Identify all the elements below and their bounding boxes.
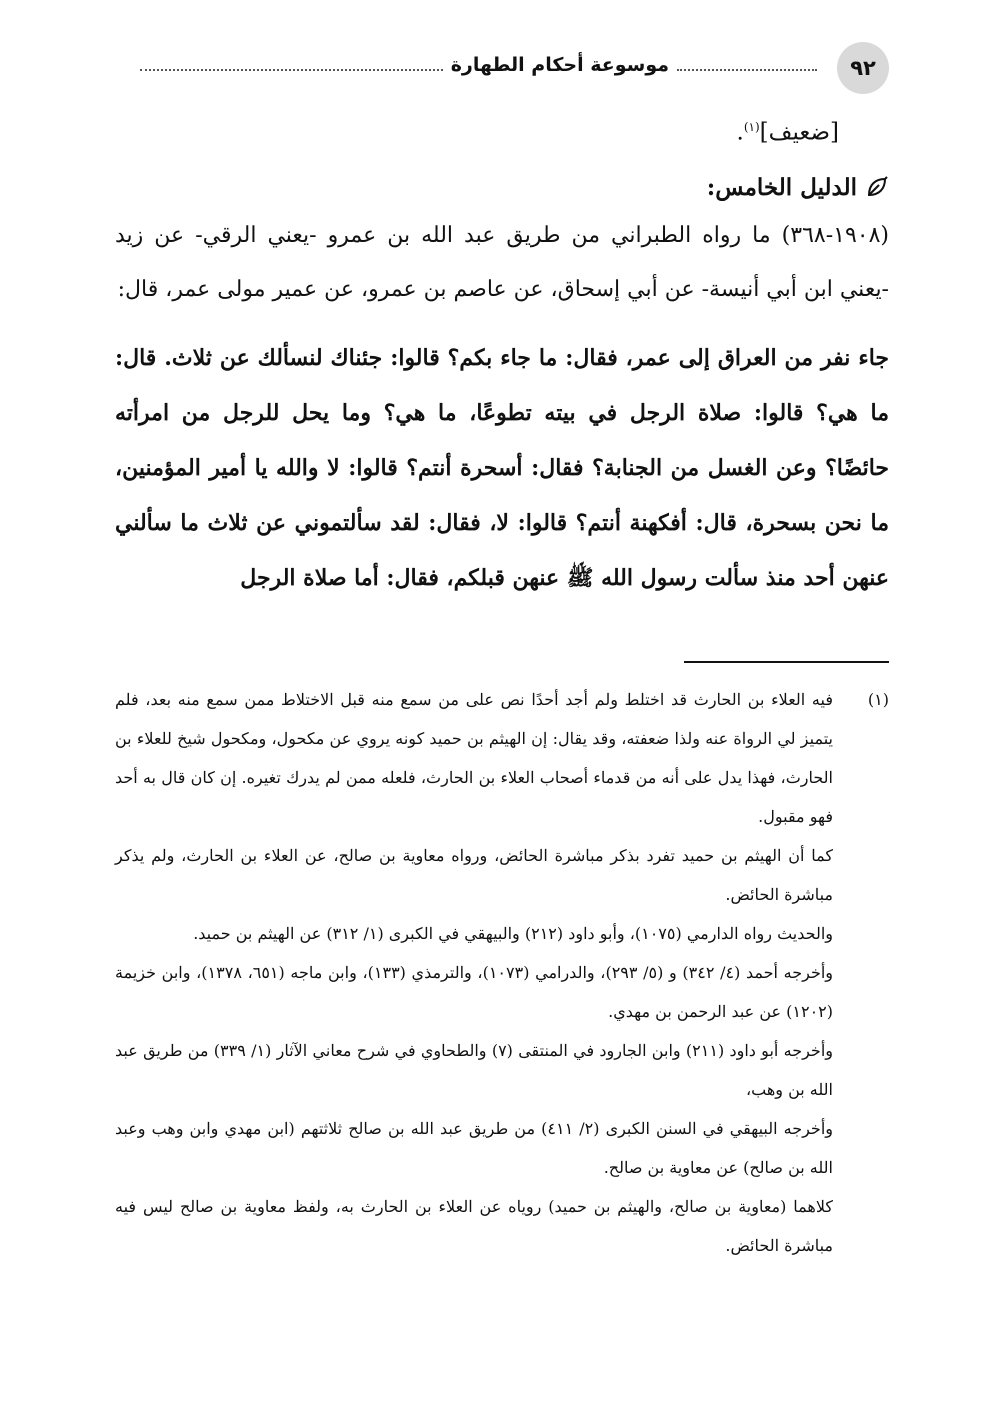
- page-number: ٩٢: [837, 42, 889, 94]
- footnote-body: [115, 680, 833, 1265]
- footnote-paragraph: فيه العلاء بن الحارث قد اختلط ولم أجد أحدًا نص على من سمع منه قبل الاختلاط ممن سمع منه بعد، فلم يتميز لي الرواة عنه ولذا ضعفته، وقد يقال: إن الهيثم بن حميد كونه يروي عن مكحول، ومكحول شيخ للعلاء بن الحارث، فهذا يدل على أنه من قدماء أصحاب العلاء بن الحارث، فلعله ممن لم يدرك تغيره. إن كان قال به أحد فهو مقبول.: [115, 690, 833, 826]
- leaf-ornament-icon: [865, 175, 889, 199]
- footnotes: [115, 680, 889, 1265]
- footnote-paragraph: وأخرجه أحمد (٤/ ٣٤٢) و (٥/ ٢٩٣)، والدرامي (١٠٧٣)، والترمذي (١٣٣)، وابن ماجه (٦٥١، ١٣٧٨)، وابن خزيمة (١٢٠٢) عن عبد الرحمن بن مهدي.: [115, 963, 834, 1021]
- evidence-heading-text: الدليل الخامس:: [706, 173, 857, 201]
- footnote-paragraph: وأخرجه أبو داود (٢١١) وابن الجارود في المنتقى (٧) والطحاوي في شرح معاني الآثار (١/ ٣٣٩) من طريق عبد الله بن وهب،: [115, 1041, 833, 1099]
- page-header: [140, 40, 889, 96]
- dotted-leader-right: [677, 69, 817, 71]
- footnote-marker: (١): [867, 690, 889, 709]
- hadith-grade: [115, 112, 839, 148]
- footnote-separator: [684, 661, 889, 663]
- hadith-text: جاء نفر من العراق إلى عمر، فقال: ما جاء بكم؟ قالوا: جئناك لنسألك عن ثلاث. قال: ما هي؟ قالوا: صلاة الرجل في بيته تطوعًا، ما هي؟ وما يحل للرجل من امرأته حائضًا؟ وعن الغسل من الجنابة؟ فقال: أسحرة أنتم؟ قالوا: لا والله يا أمير المؤمنين، ما نحن بسحرة، قال: أفكهنة أنتم؟ قالوا: لا، فقال: لقد سألتموني عن ثلاث ما سألني عنهن أحد منذ سألت رسول الله ﷺ عنهن قبلكم، فقال: أما صلاة الرجل: [115, 344, 889, 591]
- grade-period: .: [736, 119, 744, 146]
- footnote-paragraph: وأخرجه البيهقي في السنن الكبرى (٢/ ٤١١) من طريق عبد الله بن صالح ثلاثتهم (ابن مهدي وابن وهب وعبد الله بن صالح) عن معاوية بن صالح.: [115, 1119, 833, 1177]
- footnote-paragraph: والحديث رواه الدارمي (١٠٧٥)، وأبو داود (٢١٢) والبيهقي في الكبرى (١/ ٣١٢) عن الهيثم بن حميد.: [193, 924, 833, 943]
- footnote-paragraph: كلاهما (معاوية بن صالح، والهيثم بن حميد) روياه عن العلاء بن الحارث به، ولفظ معاوية بن صالح ليس فيه مباشرة الحائض.: [115, 1197, 833, 1255]
- grade-label: [ضعيف]: [759, 119, 839, 146]
- isnad-paragraph: (١٩٠٨-٣٦٨) ما رواه الطبراني من طريق عبد الله بن عمرو -يعني الرقي- عن زيد -يعني ابن أبي أنيسة- عن أبي إسحاق، عن عاصم بن عمرو، عن عمير مولى عمر، قال:: [115, 222, 889, 302]
- evidence-heading: [115, 174, 889, 201]
- footnote-paragraph: كما أن الهيثم بن حميد تفرد بذكر مباشرة الحائض، ورواه معاوية بن صالح، عن العلاء بن الحارث، ولم يذكر مباشرة الحائض.: [115, 846, 834, 904]
- running-title-bar: [140, 54, 817, 76]
- dotted-leader-left: [140, 69, 443, 71]
- footnote-ref[interactable]: (١): [743, 120, 760, 134]
- main-text: [115, 112, 889, 606]
- book-title: موسوعة أحكام الطهارة: [450, 54, 669, 76]
